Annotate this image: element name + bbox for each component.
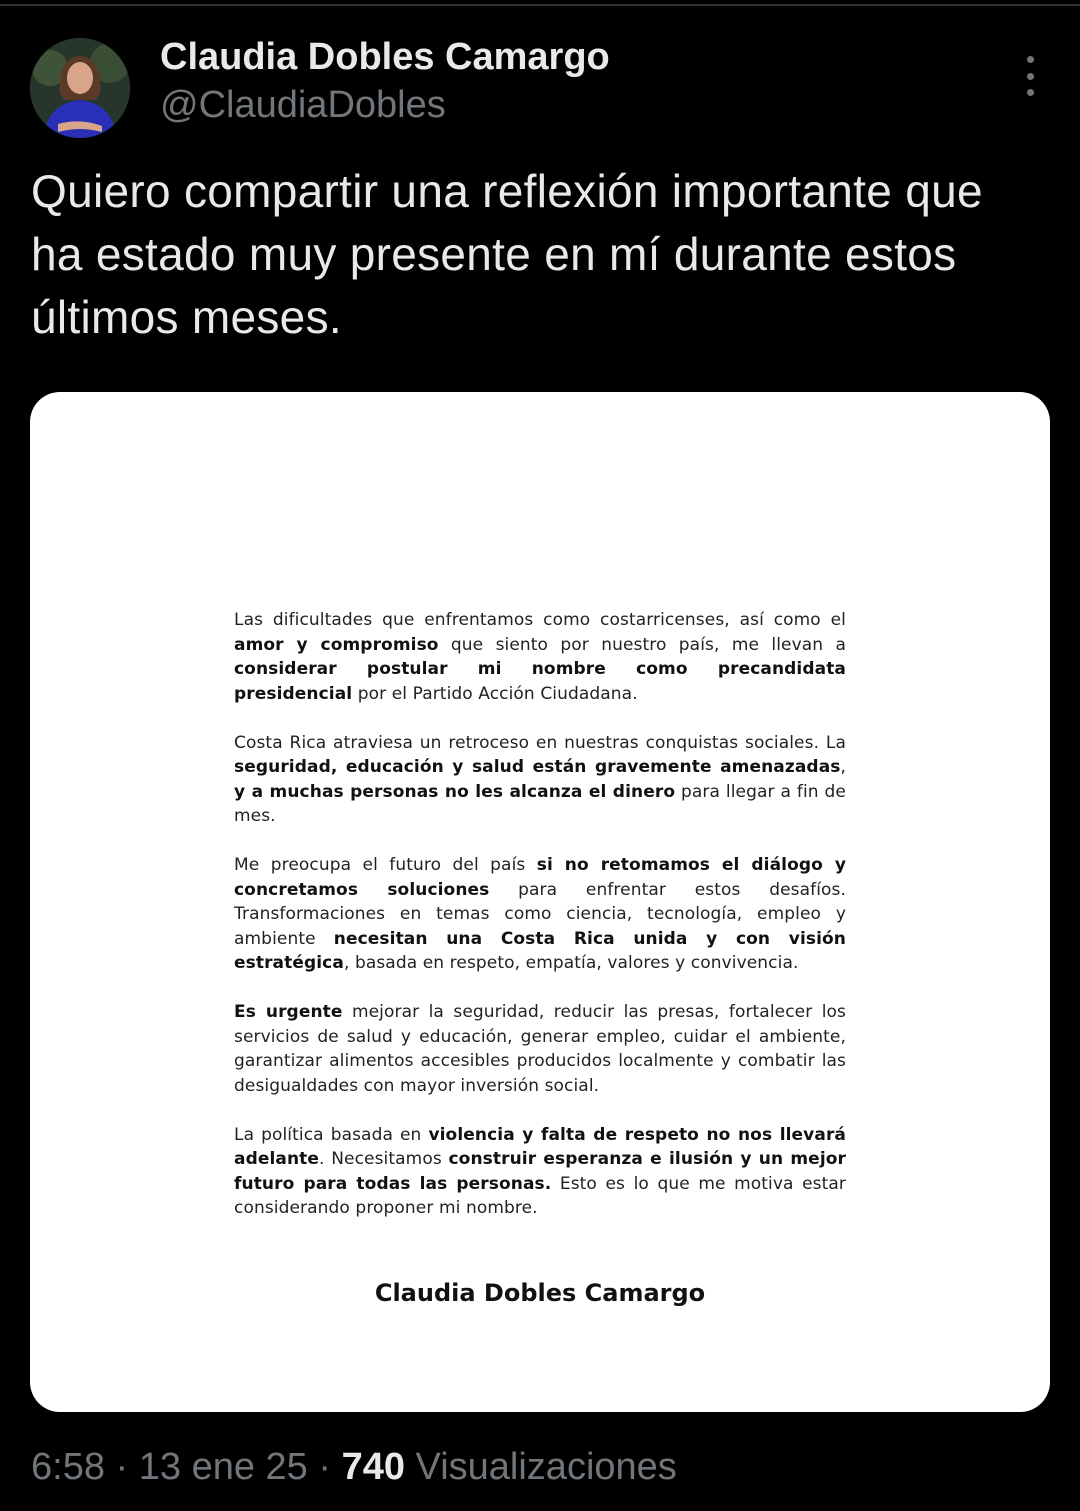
text-run: mejorar la seguridad, reducir las presas, fortalecer los servicios de salud y educación, generar empleo, cuidar el ambiente, garantizar alimentos accesibles producidos localmente y combatir las desigualdades con mayor inversión social.	[234, 1002, 846, 1096]
text-run: . Necesitamos	[319, 1149, 449, 1169]
bold-run: construir esperanza e ilusión y un mejor futuro para todas las personas.	[234, 1149, 847, 1194]
letter-paragraph	[234, 731, 846, 829]
bold-run: si no retomamos el diálogo y concretamos soluciones	[234, 855, 846, 900]
bold-run: considerar postular mi nombre como precandidata presidencial	[234, 659, 846, 704]
bold-run: violencia y falta de respeto no nos llevará adelante	[234, 1124, 846, 1169]
text-run: para llegar a fin de mes.	[234, 781, 846, 826]
tweet-text: Quiero compartir una reflexión importante que ha estado muy presente en mí durante estos últimos meses.	[31, 165, 983, 343]
letter-paragraph	[234, 608, 846, 706]
more-vertical-icon	[1027, 89, 1034, 96]
more-vertical-icon	[1027, 56, 1034, 63]
text-run: Costa Rica atraviesa un retroceso en nuestras conquistas sociales. La	[234, 732, 846, 753]
views-count: 740	[341, 1446, 405, 1488]
user-handle[interactable]: @ClaudiaDobles	[160, 84, 446, 126]
bold-run: necesitan una Costa Rica unida y con visión estratégica	[234, 928, 846, 973]
tweet-time[interactable]: 6:58	[31, 1446, 105, 1488]
separator: ·	[104, 1446, 139, 1488]
top-divider	[0, 4, 1080, 6]
text-run: Me preocupa el futuro del país	[234, 855, 537, 875]
letter-paragraph	[234, 1123, 846, 1221]
letter-signature: Claudia Dobles Camargo	[374, 1279, 706, 1307]
text-run: para enfrentar estos desafíos. Transformaciones en temas como ciencia, tecnología, empleo y ambiente	[234, 879, 846, 949]
profile-photo-icon	[30, 38, 130, 138]
text-run: por el Partido Acción Ciudadana.	[352, 683, 638, 704]
letter-paragraph	[234, 1000, 846, 1098]
letter-document	[234, 608, 846, 1245]
text-run: , basada en respeto, empatía, valores y convivencia.	[343, 953, 799, 973]
text-run: ,	[840, 757, 846, 777]
more-vertical-icon	[1027, 73, 1034, 80]
separator: ·	[307, 1446, 342, 1488]
more-options-button[interactable]	[1014, 56, 1046, 96]
tweet-metadata	[31, 1446, 677, 1489]
letter-paragraph	[234, 853, 846, 976]
text-run: La política basada en	[234, 1124, 429, 1145]
bold-run: seguridad, educación y salud están gravemente amenazadas	[234, 757, 841, 777]
avatar[interactable]	[30, 38, 130, 138]
display-name[interactable]: Claudia Dobles Camargo	[160, 36, 610, 78]
attached-image[interactable]	[30, 392, 1050, 1412]
bold-run: amor y compromiso	[234, 634, 439, 655]
text-run: Esto es lo que me motiva estar considerando proponer mi nombre.	[234, 1173, 847, 1218]
tweet-date[interactable]: 13 ene 25	[138, 1446, 308, 1488]
text-run: que siento por nuestro país, me llevan a	[438, 634, 846, 655]
bold-run: y a muchas personas no les alcanza el dinero	[234, 781, 676, 802]
views-label: Visualizaciones	[405, 1446, 677, 1488]
bold-run: Es urgente	[234, 1002, 343, 1022]
text-run: Las dificultades que enfrentamos como costarricenses, así como el	[234, 610, 846, 630]
